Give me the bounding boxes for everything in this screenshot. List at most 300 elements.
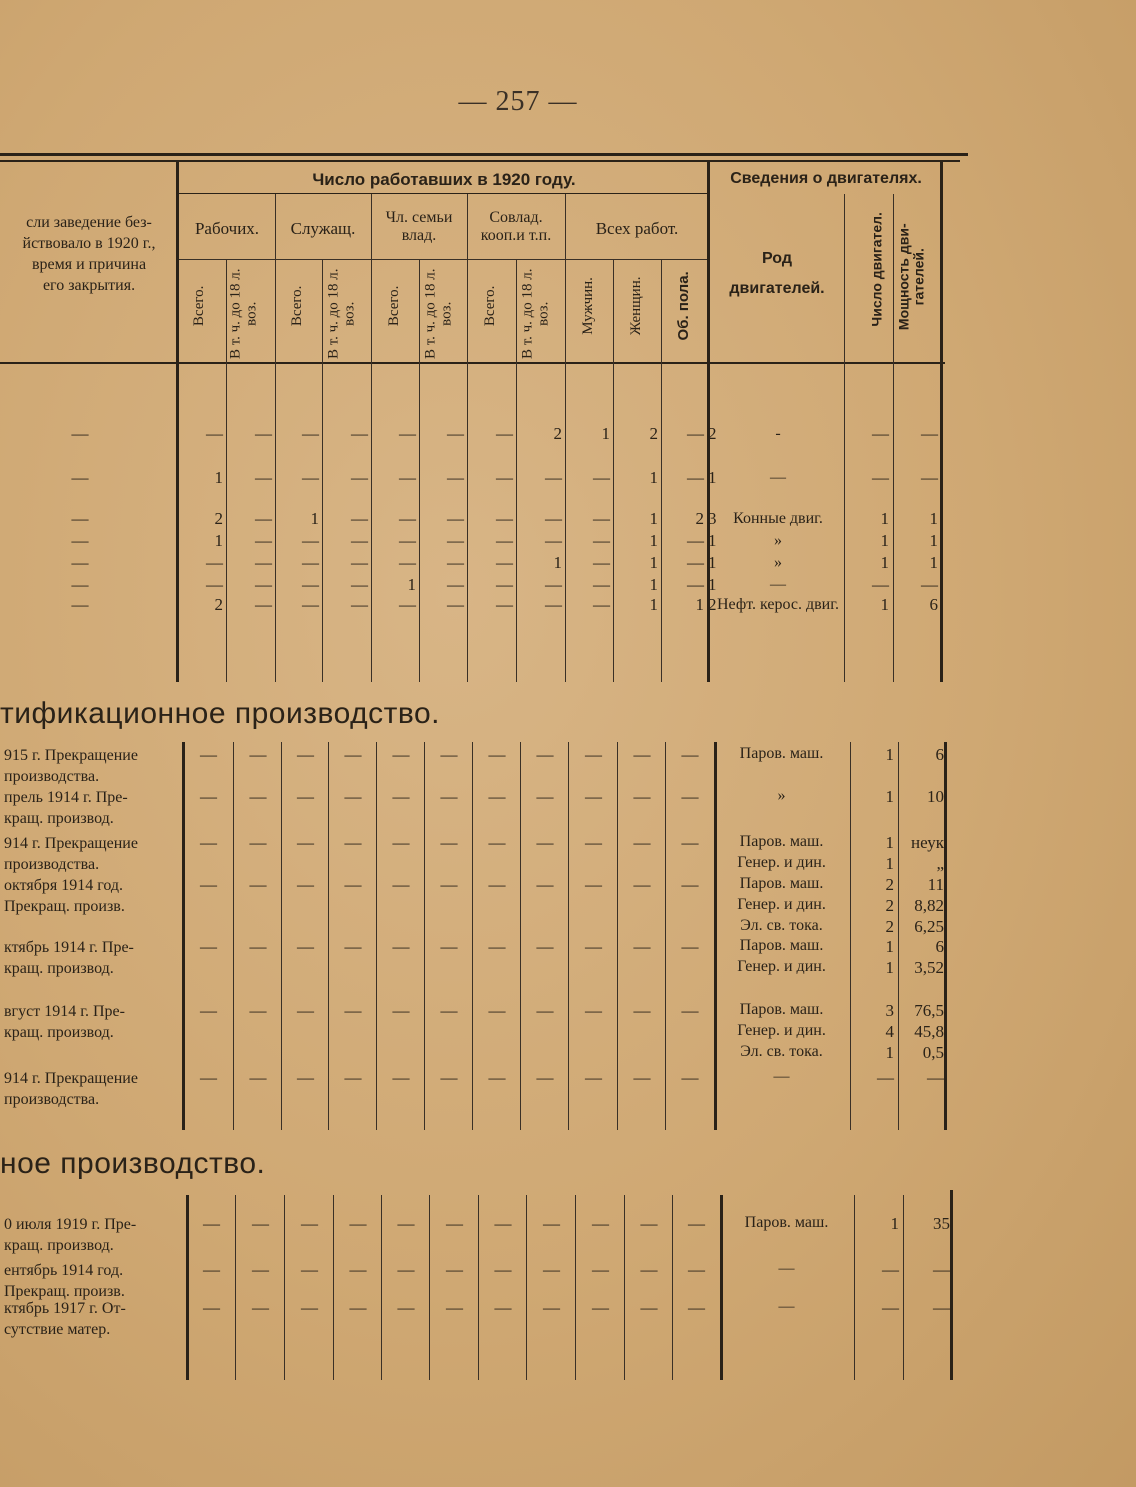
data-cell: 2 [708, 424, 717, 443]
closure-line: производства. [4, 1091, 100, 1108]
data-cell: — [203, 1260, 220, 1279]
engine-count-cell: — [872, 575, 889, 594]
data-cell: — [633, 937, 651, 956]
data-cell: 1 [649, 531, 658, 550]
data-cell: — [344, 1068, 362, 1087]
closure-line: производства. [4, 856, 100, 873]
data-cell: — [593, 553, 610, 572]
engine-count-cell: 1 [885, 833, 894, 852]
engine-type-cell: Эл. св. тока. [740, 917, 823, 934]
data-cell: — [302, 424, 319, 443]
data-cell: 2 [214, 509, 223, 528]
data-cell: — [536, 833, 554, 852]
data-cell: — [206, 553, 223, 572]
data-cell: — [440, 787, 458, 806]
data-cell: — [543, 1214, 560, 1233]
closure-line: 915 г. Прекращение [4, 747, 138, 764]
engine-count-cell: 1 [880, 595, 889, 614]
data-cell: — [536, 1068, 554, 1087]
data-cell: — [255, 509, 272, 528]
sub-men: Мужчин. [580, 277, 597, 335]
data-cell: 2 [214, 595, 223, 614]
engine-count-cell: 1 [885, 854, 894, 873]
engine-count-cell: 1 [890, 1214, 899, 1233]
engine-power-cell: 35 [933, 1214, 950, 1233]
data-cell: — [447, 468, 464, 487]
data-cell: — [392, 937, 410, 956]
closure-cell [4, 1214, 136, 1256]
data-cell: — [397, 1298, 415, 1317]
data-cell: — [200, 787, 217, 806]
section2-title: тификационное производство. [0, 697, 440, 730]
sub-employees-total: Всего. [289, 285, 306, 327]
engine-power-cell: 76,5 [914, 1001, 944, 1020]
data-cell: — [302, 531, 319, 550]
closure-cell [4, 1068, 138, 1110]
engine-count-cell: — [882, 1298, 899, 1317]
engine-power-cell: „ [936, 854, 944, 873]
page-number: — 257 — [458, 86, 578, 117]
group-coowners: Совлад. кооп.и т.п. [480, 209, 552, 245]
data-cell: 1 [310, 509, 319, 528]
closure-line: кращ. производ. [4, 810, 114, 827]
data-cell: — [297, 787, 314, 806]
data-cell: — [302, 468, 319, 487]
data-cell: — [255, 553, 272, 572]
engine-count-cell: 2 [885, 917, 894, 936]
data-cell: — [496, 553, 513, 572]
data-cell: — [200, 937, 217, 956]
data-cell: — [488, 1068, 506, 1087]
closure-cell [4, 1298, 126, 1340]
data-cell: — [349, 1260, 367, 1279]
data-cell: — [399, 424, 416, 443]
engine-count-cell: 1 [885, 787, 894, 806]
closure-line: Прекращ. произв. [4, 898, 125, 915]
data-cell: — [681, 1068, 699, 1087]
data-cell: — [633, 1068, 651, 1087]
engine-power-cell: — [933, 1298, 950, 1317]
data-cell: — [633, 833, 651, 852]
data-cell: — [351, 509, 368, 528]
closure-line: октября 1914 год. [4, 877, 124, 894]
data-cell: — [640, 1214, 658, 1233]
data-cell: — [249, 1068, 267, 1087]
data-cell: — [494, 1214, 512, 1233]
data-cell: — [496, 531, 513, 550]
data-cell: 1 [708, 468, 717, 487]
data-cell: — [255, 575, 272, 594]
engine-power-cell: 0,5 [922, 1043, 944, 1062]
data-cell: — [399, 553, 416, 572]
data-cell: — [633, 1001, 651, 1020]
data-cell: — [488, 875, 506, 894]
data-cell: 3 [708, 509, 717, 528]
data-cell: — [543, 1260, 560, 1279]
engine-type-cell: Паров. маш. [739, 833, 824, 850]
data-cell: — [297, 937, 314, 956]
data-cell: — [255, 595, 272, 614]
data-cell: — [297, 1001, 314, 1020]
data-cell: 1 [407, 575, 416, 594]
data-cell: — [297, 1068, 314, 1087]
data-cell: — [585, 937, 602, 956]
closure-cell: — [71, 595, 89, 614]
data-cell: — [351, 553, 368, 572]
closure-cell [4, 875, 125, 917]
data-cell: — [585, 745, 602, 764]
data-cell: — [203, 1298, 220, 1317]
engine-power-cell: 1 [929, 553, 938, 572]
engine-type-cell: » [774, 554, 782, 571]
data-cell: — [543, 1298, 560, 1317]
engine-power-cell: — [921, 424, 938, 443]
data-cell: — [297, 875, 314, 894]
data-cell: — [681, 1001, 699, 1020]
data-cell: — [351, 575, 368, 594]
data-cell: — [545, 595, 562, 614]
closure-cell: — [71, 468, 89, 487]
engine-power-cell: — [921, 468, 938, 487]
engine-count-cell: 1 [885, 937, 894, 956]
data-cell: — [399, 531, 416, 550]
engine-type-cell: Генер. и дин. [737, 958, 826, 975]
engine-count-cell: 2 [885, 875, 894, 894]
data-cell: — [351, 424, 368, 443]
data-cell: — [633, 787, 651, 806]
data-cell: — [545, 468, 562, 487]
data-cell: — [344, 745, 362, 764]
engine-type-cell: Паров. маш. [739, 937, 824, 954]
data-cell: — [585, 875, 602, 894]
data-cell: — [397, 1260, 415, 1279]
data-cell: — [399, 595, 416, 614]
data-cell: — [392, 875, 410, 894]
engine-power-cell: 6,25 [914, 917, 944, 936]
data-cell: — [681, 745, 699, 764]
data-cell: — [249, 1001, 267, 1020]
engine-type-cell: — [770, 576, 786, 593]
data-cell: — [681, 937, 699, 956]
data-cell: — [488, 787, 506, 806]
data-cell: — [249, 787, 267, 806]
engine-type-cell: Генер. и дин. [737, 896, 826, 913]
closure-cell [4, 1001, 125, 1043]
engine-count-cell: 4 [885, 1022, 894, 1041]
data-cell: — [494, 1298, 512, 1317]
data-cell: — [344, 1001, 362, 1020]
engine-power-cell: 1 [929, 531, 938, 550]
closure-cell: — [71, 424, 89, 443]
data-cell: — [399, 509, 416, 528]
data-cell: — [302, 575, 319, 594]
closure-line: сутствие матер. [4, 1321, 111, 1338]
closure-cell [4, 1260, 125, 1302]
data-cell: — [681, 787, 699, 806]
data-cell: — [496, 509, 513, 528]
data-cell: — [349, 1214, 367, 1233]
data-cell: — [496, 424, 513, 443]
sub-women: Женщин. [628, 276, 645, 336]
engine-count-cell: 3 [885, 1001, 894, 1020]
data-cell: 1 [708, 553, 717, 572]
data-cell: — [488, 937, 506, 956]
data-cell: — [593, 509, 610, 528]
data-cell: — [301, 1298, 318, 1317]
data-cell: — [252, 1214, 269, 1233]
engine-count-cell: 1 [880, 553, 889, 572]
data-cell: — [640, 1298, 658, 1317]
data-cell: — [687, 575, 704, 594]
data-cell: 1 [553, 553, 562, 572]
sub-both: Об. пола. [675, 271, 693, 341]
engine-power-cell: 11 [927, 875, 944, 894]
closure-cell: — [71, 575, 89, 594]
engine-power-cell: — [933, 1260, 950, 1279]
data-cell: 1 [708, 575, 717, 594]
data-cell: — [585, 1001, 602, 1020]
data-cell: — [249, 745, 267, 764]
data-cell: — [440, 745, 458, 764]
closure-line: ктябрь 1917 г. От- [4, 1300, 126, 1317]
data-cell: — [200, 833, 217, 852]
closure-header: сли заведение без- йствовало в 1920 г., время и причина его закрытия. [22, 214, 156, 294]
data-cell: — [633, 745, 651, 764]
engine-power-cell: 10 [927, 787, 944, 806]
data-cell: — [440, 833, 458, 852]
data-cell: 1 [649, 595, 658, 614]
data-cell: — [200, 875, 217, 894]
data-cell: — [249, 833, 267, 852]
sub-workers-total: Всего. [191, 285, 208, 327]
data-cell: 2 [649, 424, 658, 443]
closure-line: кращ. производ. [4, 1237, 114, 1254]
data-cell: — [488, 833, 506, 852]
engine-power-cell: 1 [929, 509, 938, 528]
engine-count-header: Число двигател. [868, 212, 885, 327]
data-cell: — [446, 1260, 463, 1279]
section3-title: ное производство. [0, 1147, 266, 1180]
data-cell: — [397, 1214, 415, 1233]
data-cell: — [447, 531, 464, 550]
engine-power-cell: — [927, 1068, 944, 1087]
data-cell: — [640, 1260, 658, 1279]
data-cell: 1 [601, 424, 610, 443]
engine-power-header: Мощность дви-гателей. [895, 223, 926, 331]
data-cell: — [392, 1001, 410, 1020]
data-cell: — [351, 531, 368, 550]
data-cell: — [681, 833, 699, 852]
engine-type-cell: Паров. маш. [739, 745, 824, 762]
engine-type-cell: — [773, 1068, 790, 1085]
data-cell: — [344, 875, 362, 894]
group-family: Чл. семьи влад. [385, 209, 453, 245]
data-cell: — [447, 575, 464, 594]
data-cell: — [392, 787, 410, 806]
data-cell: — [496, 575, 513, 594]
group-workers: Рабочих. [194, 219, 260, 238]
data-cell: — [344, 937, 362, 956]
data-cell: — [440, 937, 458, 956]
closure-line: производства. [4, 768, 100, 785]
data-cell: — [349, 1298, 367, 1317]
closure-line: 0 июля 1919 г. Пре- [4, 1216, 137, 1233]
data-cell: — [592, 1298, 609, 1317]
closure-line: 914 г. Прекращение [4, 835, 138, 852]
closure-line: вгуст 1914 г. Пре- [4, 1003, 125, 1020]
closure-cell [4, 745, 138, 787]
engine-count-cell: 1 [885, 745, 894, 764]
data-cell: — [592, 1214, 609, 1233]
data-cell: 1 [695, 595, 704, 614]
data-cell: — [392, 1068, 410, 1087]
data-cell: — [344, 833, 362, 852]
data-cell: — [687, 424, 704, 443]
data-cell: — [633, 875, 651, 894]
data-cell: 1 [214, 468, 223, 487]
engine-type-cell: — [778, 1298, 795, 1315]
data-cell: — [536, 937, 554, 956]
engine-type-cell: Нефт. керос. двиг. [717, 596, 839, 613]
data-cell: — [255, 468, 272, 487]
closure-line: прель 1914 г. Пре- [4, 789, 128, 806]
data-cell: — [496, 595, 513, 614]
data-cell: — [593, 468, 610, 487]
data-cell: — [446, 1298, 463, 1317]
data-cell: — [344, 787, 362, 806]
engine-count-cell: — [872, 468, 889, 487]
data-cell: — [593, 575, 610, 594]
data-cell: — [252, 1260, 269, 1279]
engine-type-cell: Паров. маш. [744, 1214, 829, 1231]
data-cell: — [687, 531, 704, 550]
engine-power-cell: 6 [935, 937, 944, 956]
data-cell: — [200, 1068, 217, 1087]
engine-power-cell: 6 [935, 745, 944, 764]
data-cell: — [200, 1001, 217, 1020]
data-cell: — [681, 875, 699, 894]
engine-type-cell: » [774, 532, 782, 549]
data-cell: — [585, 833, 602, 852]
engine-type-cell: Генер. и дин. [737, 854, 826, 871]
closure-line: Прекращ. произв. [4, 1283, 125, 1300]
data-cell: — [545, 509, 562, 528]
data-cell: — [536, 745, 554, 764]
closure-line: ентябрь 1914 год. [4, 1262, 124, 1279]
engine-type-cell: Паров. маш. [739, 1001, 824, 1018]
sub-employees-minor: В т. ч. до 18 л. воз. [325, 268, 357, 360]
data-cell: — [440, 875, 458, 894]
sub-family-minor: В т. ч. до 18 л. воз. [422, 268, 454, 360]
engine-count-cell: 1 [885, 958, 894, 977]
data-cell: — [255, 531, 272, 550]
data-cell: — [255, 424, 272, 443]
sub-coowners-minor: В т. ч. до 18 л. воз. [519, 268, 551, 360]
data-cell: — [392, 745, 410, 764]
engine-count-cell: 2 [885, 896, 894, 915]
data-cell: — [496, 468, 513, 487]
sub-workers-minor: В т. ч. до 18 л. воз. [227, 268, 259, 360]
data-cell: — [592, 1260, 609, 1279]
data-cell: 1 [214, 531, 223, 550]
closure-cell: — [71, 553, 89, 572]
data-cell: — [301, 1214, 318, 1233]
engine-type-cell: Конные двиг. [733, 510, 823, 527]
engine-count-cell: — [877, 1068, 894, 1087]
data-cell: — [301, 1260, 318, 1279]
data-cell: — [494, 1260, 512, 1279]
engine-type-cell: — [770, 469, 786, 486]
data-cell: 2 [695, 509, 704, 528]
data-cell: — [447, 424, 464, 443]
data-cell: — [536, 1001, 554, 1020]
data-cell: — [545, 575, 562, 594]
closure-line: ктябрь 1914 г. Пре- [4, 939, 134, 956]
engines-title: Сведения о двигателях. [730, 170, 922, 187]
data-cell: — [351, 468, 368, 487]
engine-count-cell: — [872, 424, 889, 443]
data-cell: — [252, 1298, 269, 1317]
engine-type-cell: » [777, 787, 786, 804]
data-cell: — [440, 1068, 458, 1087]
engine-type-cell: Эл. св. тока. [740, 1043, 823, 1060]
closure-line: 914 г. Прекращение [4, 1070, 138, 1087]
data-cell: — [206, 424, 223, 443]
data-cell: — [488, 1001, 506, 1020]
data-cell: 2 [708, 595, 717, 614]
data-cell: — [351, 595, 368, 614]
engine-type-cell: Паров. маш. [739, 875, 824, 892]
data-cell: — [399, 468, 416, 487]
data-cell: — [200, 745, 217, 764]
data-cell: — [536, 875, 554, 894]
data-cell: — [447, 553, 464, 572]
engine-power-cell: 45,8 [914, 1022, 944, 1041]
closure-line: кращ. производ. [4, 1024, 114, 1041]
group-title: Число работавших в 1920 году. [312, 170, 576, 189]
data-cell: — [688, 1298, 705, 1317]
engine-type-header: Род двигателей. [729, 250, 825, 298]
group-employees: Служащ. [290, 219, 356, 238]
data-cell: — [446, 1214, 463, 1233]
engine-power-cell: — [921, 575, 938, 594]
sub-family-total: Всего. [386, 285, 403, 327]
engine-count-cell: 1 [885, 1043, 894, 1062]
data-cell: — [249, 875, 267, 894]
data-cell: — [206, 575, 223, 594]
closure-cell: — [71, 509, 89, 528]
engine-type-cell: — [778, 1260, 795, 1277]
engine-type-cell: Генер. и дин. [737, 1022, 826, 1039]
data-cell: — [203, 1214, 220, 1233]
data-cell: — [440, 1001, 458, 1020]
data-cell: — [585, 1068, 602, 1087]
group-all: Всех работ. [595, 219, 679, 238]
data-cell: — [302, 553, 319, 572]
closure-line: кращ. производ. [4, 960, 114, 977]
engine-power-cell: неук [911, 833, 944, 852]
data-cell: 1 [649, 553, 658, 572]
data-cell: — [687, 468, 704, 487]
data-cell: 1 [708, 531, 717, 550]
sub-coowners-total: Всего. [482, 285, 499, 327]
engine-power-cell: 3,52 [914, 958, 944, 977]
closure-cell [4, 937, 134, 979]
engine-type-cell: - [775, 425, 781, 442]
closure-cell: — [71, 531, 89, 550]
data-cell: 1 [649, 575, 658, 594]
data-cell: — [545, 531, 562, 550]
